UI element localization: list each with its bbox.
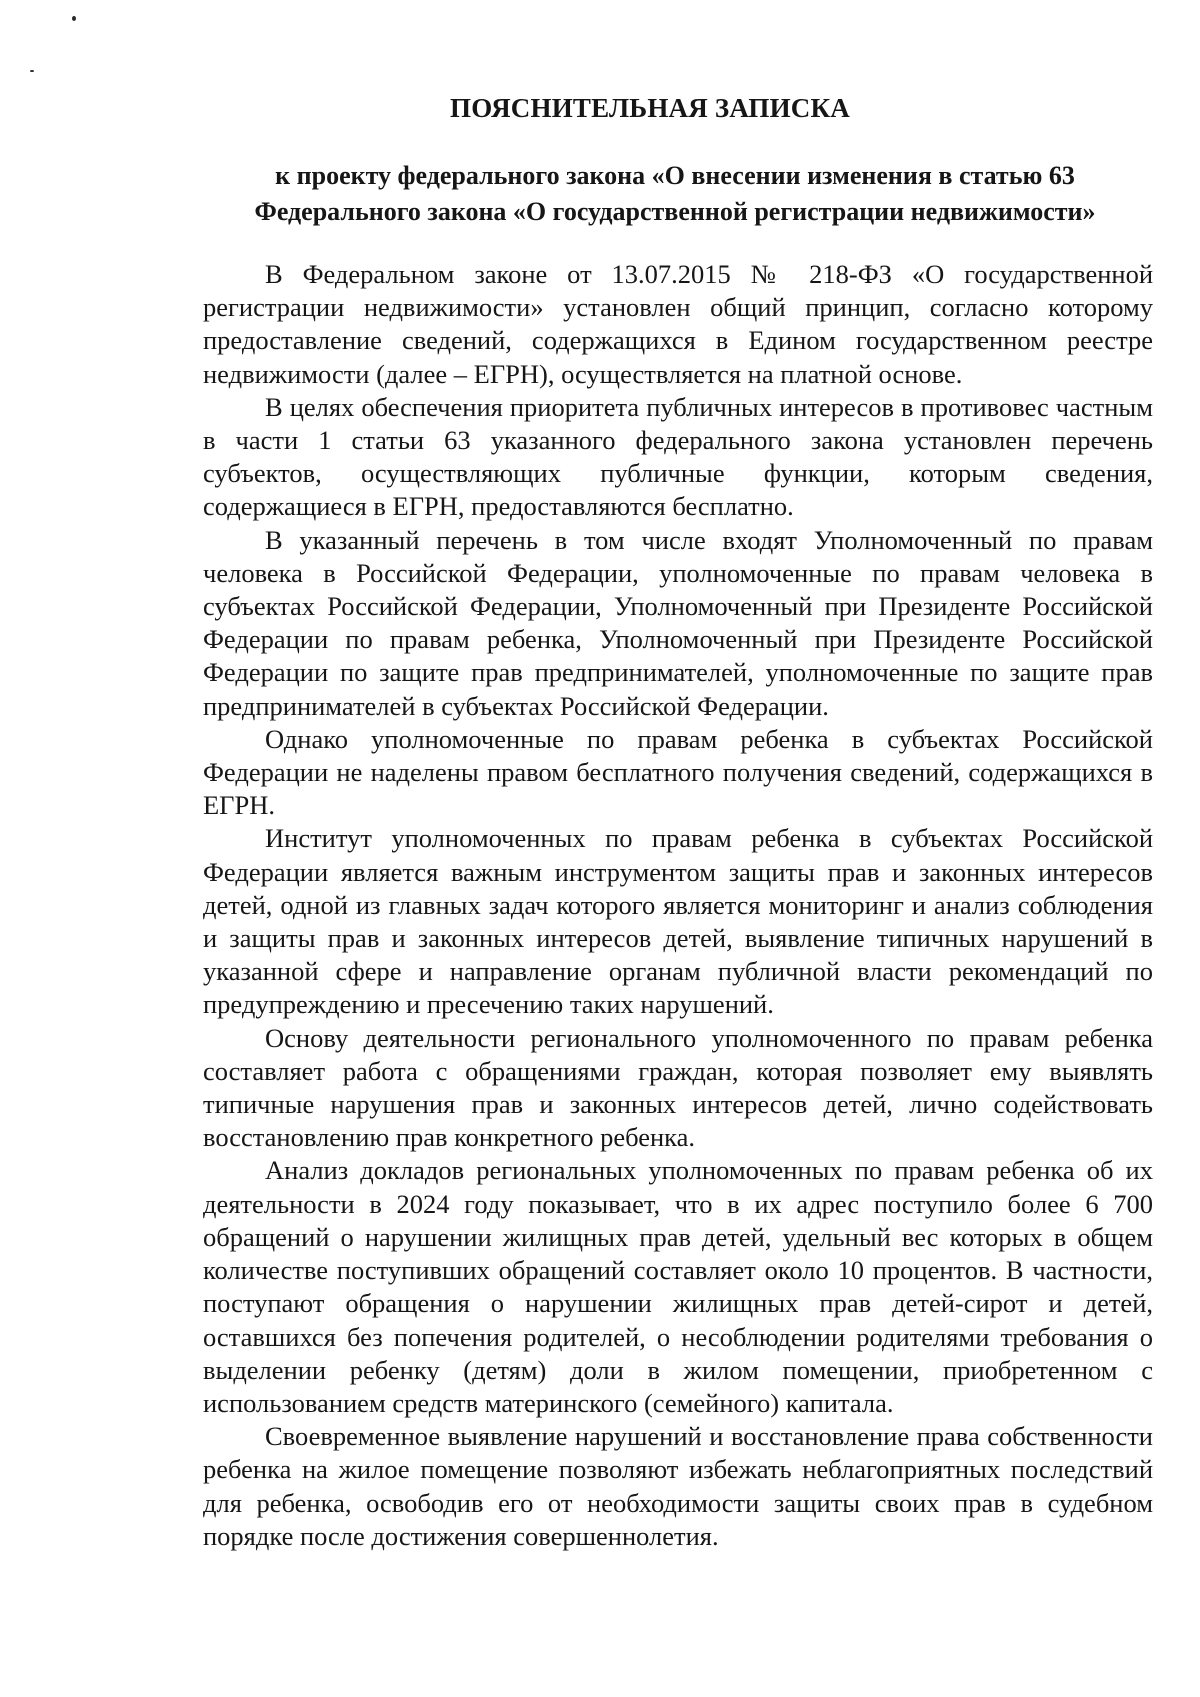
document-body — [203, 258, 1153, 1553]
paragraph: В Федеральном законе от 13.07.2015 № 218-ФЗ «О государственной регистрации недвижимости» установлен общий принцип, согласно которому предоставление сведений, содержащихся в Едином государственном реестре недвижимости (далее – ЕГРН), осуществляется на платной основе. — [203, 259, 1153, 389]
paragraph: В указанный перечень в том числе входят Уполномоченный по правам человека в Российской Федерации, уполномоченные по правам человека в субъектах Российской Федерации, Уполномоченный при Президенте Российской Федерации по правам ребенка, Уполномоченный при Президенте Российской Федерации по защите прав предпринимателей, уполномоченные по защите прав предпринимателей в субъектах Российской Федерации. — [203, 524, 1153, 721]
paragraph: В целях обеспечения приоритета публичных интересов в противовес частным в части 1 статьи 63 указанного федерального закона установлен перечень субъектов, осуществляющих публичные функции, которым сведения, содержащиеся в ЕГРН, предоставляются бесплатно. — [203, 391, 1153, 522]
subtitle-line: к проекту федерального закона «О внесении изменения в статью 63 — [275, 161, 1075, 190]
paragraph: Основу деятельности регионального уполномоченного по правам ребенка составляет работа с обращениями граждан, которая позволяет ему выявлять типичные нарушения прав и законных интересов детей, лично содействовать восстановлению прав конкретного ребенка. — [203, 1022, 1153, 1153]
scan-speck — [72, 16, 76, 21]
paragraph: Своевременное выявление нарушений и восстановление права собственности ребенка на жилое помещение позволяют избежать неблагоприятных последствий для ребенка, освободив его от необходимости защиты своих прав в судебном порядке после достижения совершеннолетия. — [203, 1421, 1153, 1551]
document-title: ПОЯСНИТЕЛЬНАЯ ЗАПИСКА — [450, 93, 850, 123]
paragraph: Однако уполномоченные по правам ребенка в субъектах Российской Федерации не наделены правом бесплатного получения сведений, содержащихся в ЕГРН. — [203, 723, 1153, 821]
document-subtitle — [195, 158, 1155, 230]
scan-speck — [30, 70, 34, 72]
paragraph: Анализ докладов региональных уполномоченных по правам ребенка об их деятельности в 2024 году показывает, что в их адрес поступило более 6 700 обращений о нарушении жилищных прав детей, удельный вес которых в общем количестве поступивших обращений составляет около 10 процентов. В частности, поступают обращения о нарушении жилищных прав детей-сирот и детей, оставшихся без попечения родителей, о несоблюдении родителями требования о выделении ребенку (детям) доли в жилом помещении, приобретенном с использованием средств материнского (семейного) капитала. — [203, 1155, 1153, 1418]
subtitle-line: Федерального закона «О государственной регистрации недвижимости» — [254, 197, 1096, 226]
paragraph: Институт уполномоченных по правам ребенка в субъектах Российской Федерации является важным инструментом защиты прав и законных интересов детей, одной из главных задач которого является мониторинг и анализ соблюдения и защиты прав и законных интересов детей, выявление типичных нарушений в указанной сфере и направление органам публичной власти рекомендаций по предупреждению и пресечению таких нарушений. — [203, 823, 1153, 1020]
